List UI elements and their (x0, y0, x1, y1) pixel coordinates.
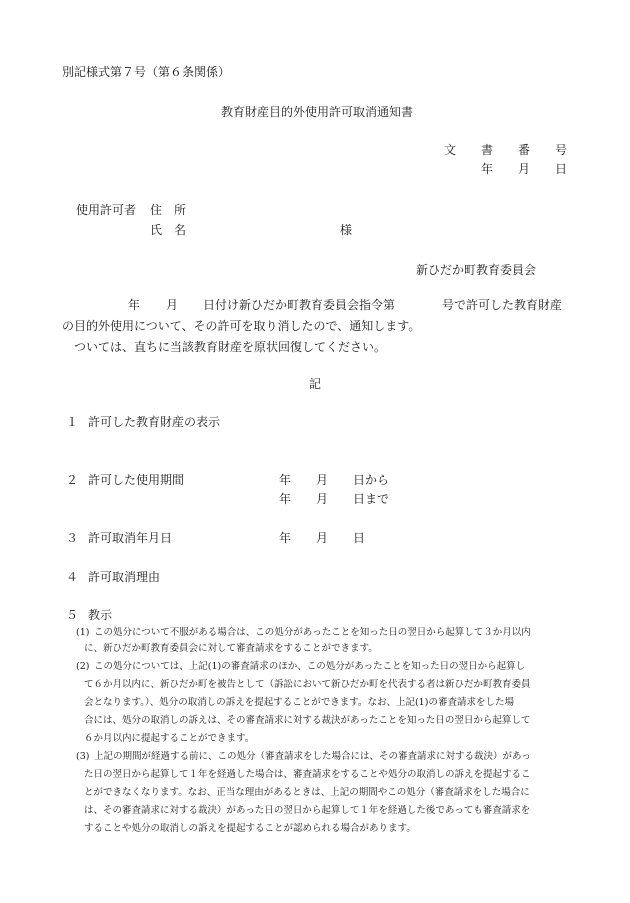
issuer: 新ひだか町教育委員会 (416, 263, 537, 277)
note-3-line: することや処分の取消しの訴えを提起することが認められる場合があります。 (84, 823, 416, 834)
doc-number-char: 書 (481, 143, 494, 157)
item-1-label: 許可した教育財産の表示 (88, 415, 221, 429)
honorific: 様 (340, 223, 353, 237)
period-to-day: 日まで (353, 492, 390, 506)
note-2-line: この処分については、上記(1)の審査請求のほか、この処分があったことを知った日の翌日から起算し (94, 661, 526, 672)
note-2-line: 会となります。）、処分の取消しの訴えを提起することができます。なお、上記(1)の審査請求をした場 (84, 697, 514, 708)
note-1-number: (1) (76, 627, 90, 638)
item-3-label: 許可取消年月日 (88, 531, 173, 545)
note-2-number: (2) (76, 661, 90, 672)
note-3-line: とができなくなります。なお、正当な理由があるときは、上記の期間やこの処分（審査請求をした場合に (84, 787, 530, 798)
body-line-3: ついては、直ちに当該教育財産を原状回復してください。 (74, 340, 387, 354)
item-5-number: ５ (66, 608, 79, 622)
period-to-year: 年 (279, 492, 292, 506)
document-title: 教育財産目的外使用許可取消通知書 (221, 105, 414, 119)
item-4-number: ４ (66, 570, 79, 584)
period-to-month: 月 (316, 492, 329, 506)
period-from-day: 日から (353, 473, 390, 487)
name-label: 氏 名 (150, 223, 187, 237)
address-label: 住 所 (150, 203, 187, 217)
doc-number-char: 号 (555, 143, 568, 157)
body-end: 号で許可した教育財産 (442, 298, 563, 312)
form-label: 別記様式第７号（第６条関係） (62, 65, 231, 79)
cancel-month: 月 (316, 531, 329, 545)
body-year: 年 (128, 298, 141, 312)
period-from-month: 月 (316, 473, 329, 487)
item-3-number: ３ (66, 531, 79, 545)
item-4-label: 許可取消理由 (88, 570, 161, 584)
note-3-line: 上記の期間が経過する前に、この処分（審査請求をした場合には、その審査請求に対する裁決）があっ (94, 751, 531, 762)
body-line-2: の目的外使用について、その許可を取り消したので、通知します。 (62, 319, 421, 333)
note-3-line: は、その審査請求に対する裁決）があった日の翌日から起算して１年を経過した後であっても審査請求を (84, 805, 531, 816)
note-1-line: に、新ひだか町教育委員会に対して審査請求をすることができます。 (84, 643, 378, 654)
item-5-label: 教示 (88, 608, 113, 622)
date-year: 年 (481, 162, 494, 176)
note-3-line: た日の翌日から起算して１年を経過した場合は、審査請求をすることや処分の取消しの訴えを提起するこ (84, 769, 531, 780)
cancel-year: 年 (279, 531, 292, 545)
item-1-number: １ (66, 415, 79, 429)
note-3-number: (3) (76, 751, 90, 762)
note-1-line: この処分について不服がある場合は、この処分があったことを知った日の翌日から起算して３か月以内 (94, 627, 531, 638)
doc-number-char: 番 (518, 143, 531, 157)
recipient-role: 使用許可者 (76, 203, 137, 217)
note-2-line: 合には、処分の取消しの訴えは、その審査請求に対する裁決があったことを知った日の翌日から起算して (84, 715, 531, 726)
note-2-line: て６か月以内に、新ひだか町を被告として（訴訟において新ひだか町を代表する者は新ひだか町教育委員 (84, 679, 531, 690)
period-from-year: 年 (279, 473, 292, 487)
doc-number-char: 文 (444, 143, 457, 157)
ki-heading: 記 (309, 377, 322, 391)
note-2-line: ６か月以内に提起することができます。 (84, 733, 255, 744)
item-2-label: 許可した使用期間 (88, 473, 185, 487)
body-rest: 日付け新ひだか町教育委員会指令第 (203, 298, 396, 312)
date-month: 月 (518, 162, 531, 176)
cancel-day: 日 (353, 531, 366, 545)
date-day: 日 (555, 162, 568, 176)
item-2-number: ２ (66, 473, 79, 487)
body-month: 月 (166, 298, 179, 312)
